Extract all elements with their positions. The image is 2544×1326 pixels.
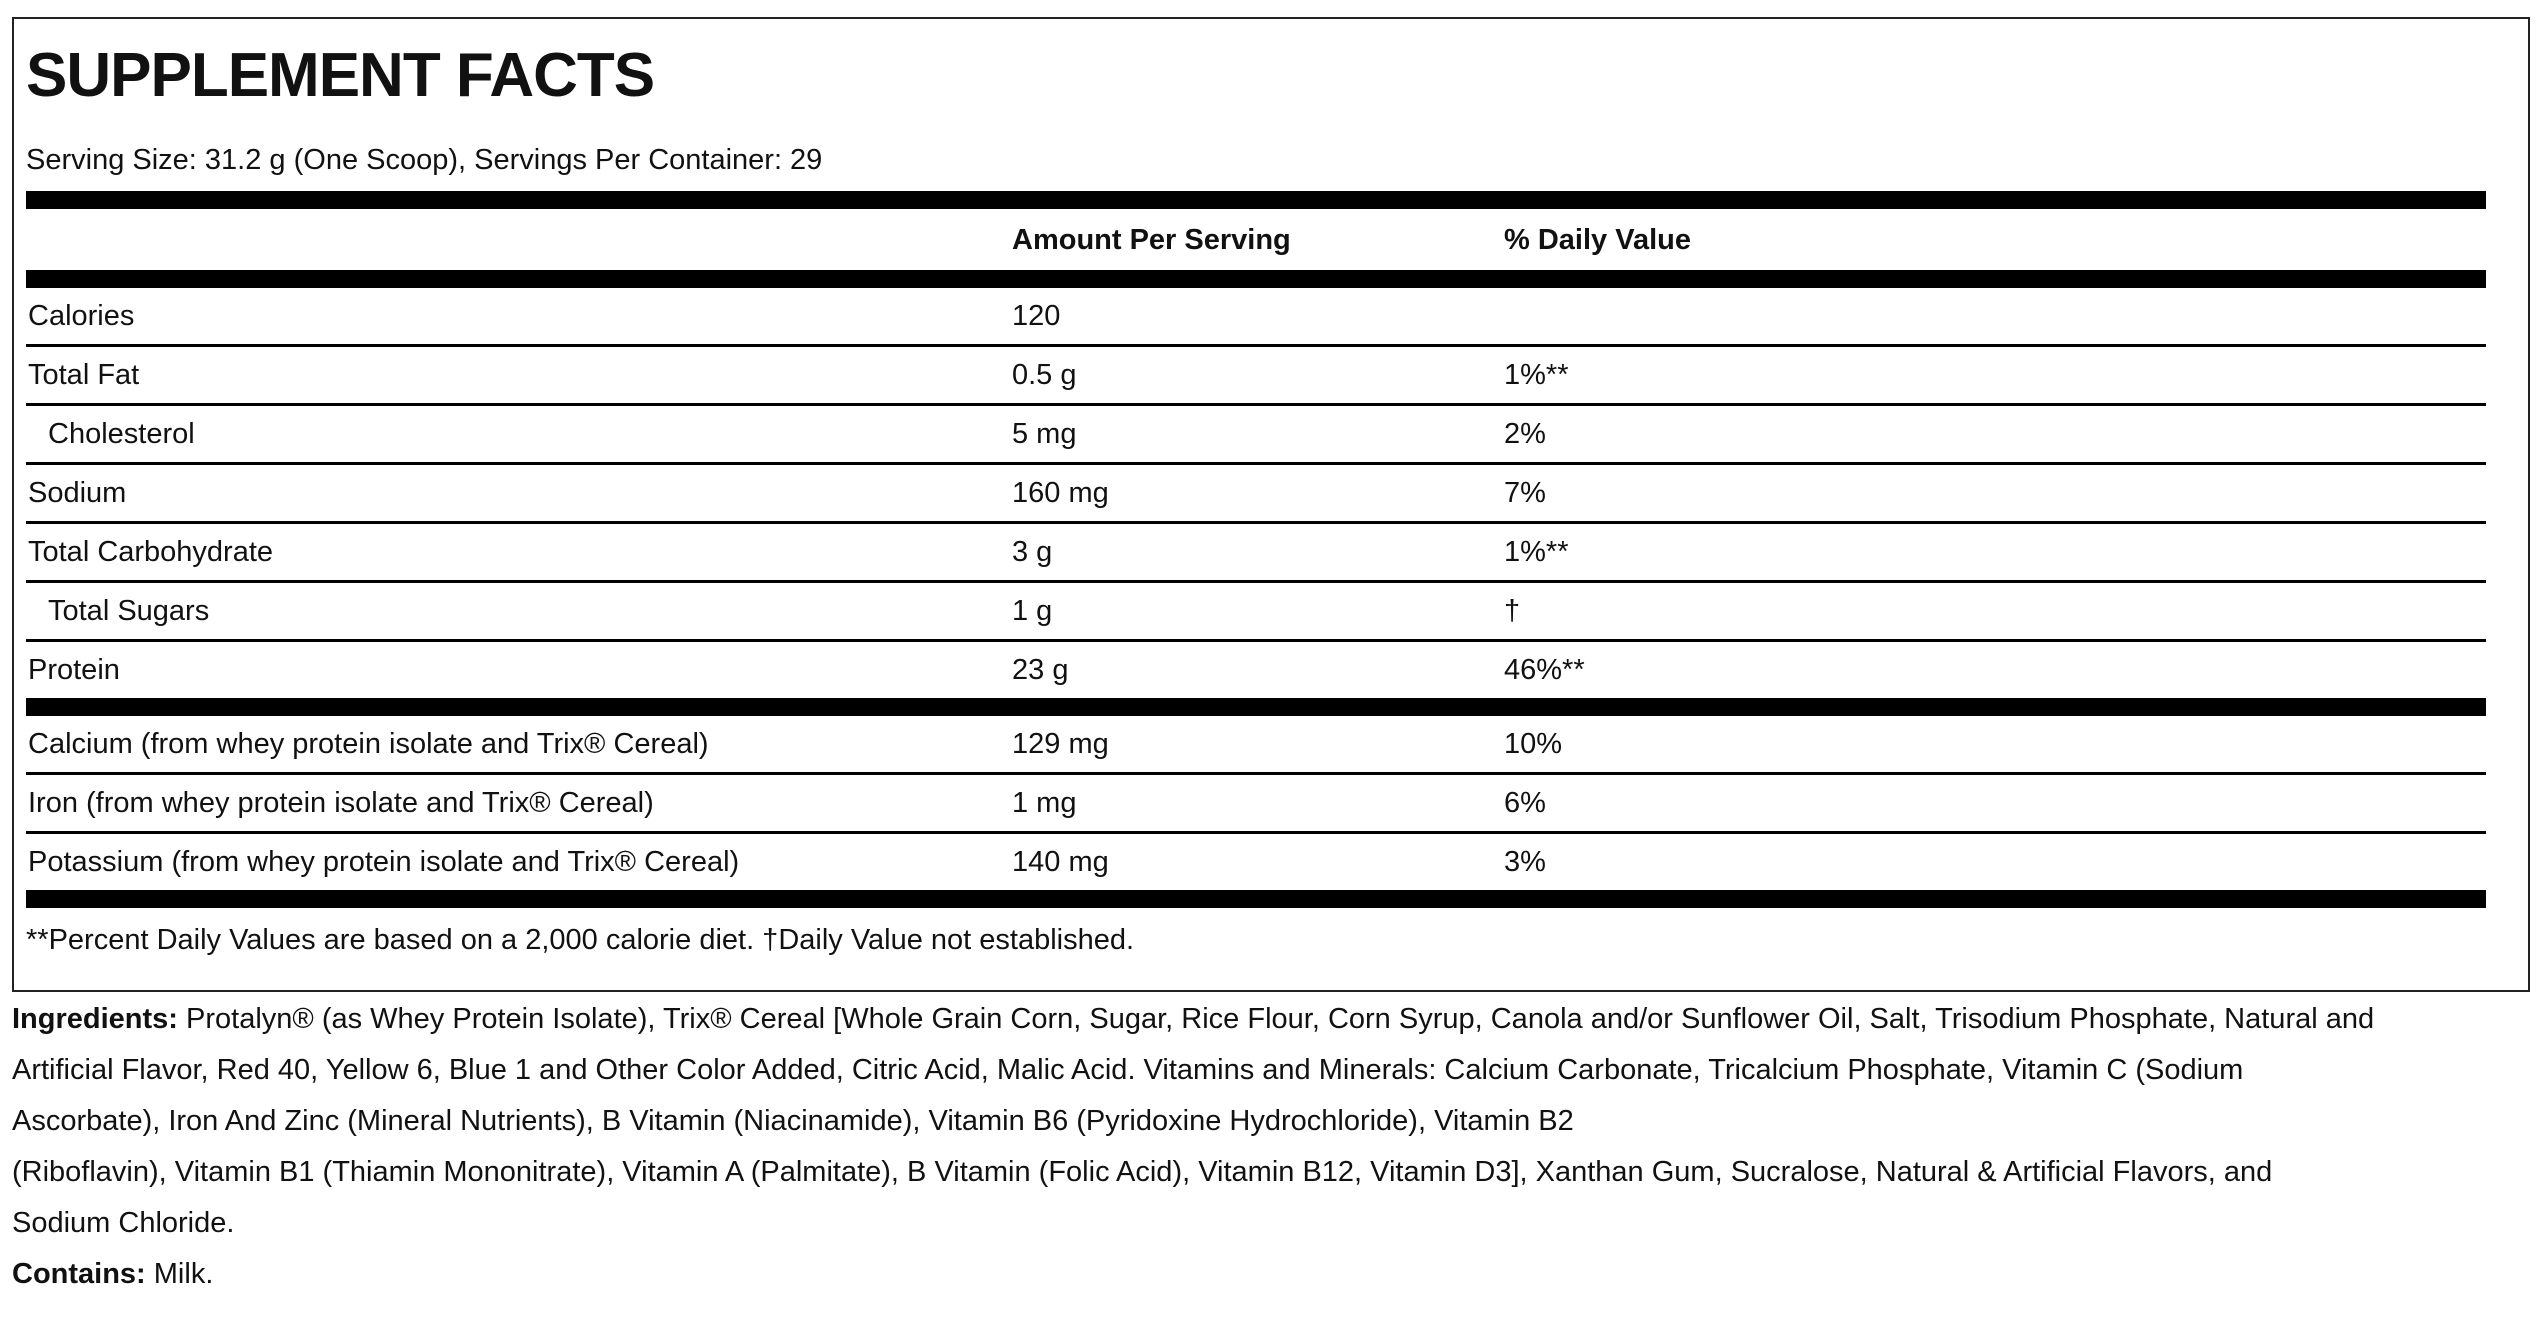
nutrient-daily-value: 6% (1504, 787, 1546, 819)
nutrient-name: Total Fat (28, 359, 140, 391)
contains-line (12, 1249, 2532, 1300)
nutrient-amount: 0.5 g (1012, 359, 1077, 391)
nutrient-daily-value: 1%** (1504, 359, 1569, 391)
table-row (26, 288, 2486, 344)
facts-title: SUPPLEMENT FACTS (26, 41, 655, 110)
contains-text: Milk. (145, 1258, 214, 1290)
table-row (26, 716, 2486, 772)
ingredients-text: Protalyn® (as Whey Protein Isolate), Trix® Cereal [Whole Grain Corn, Sugar, Rice Flour, Corn Syrup, Canola and/or Sunflower Oil, Salt, Trisodium Phosphate, Natural and (177, 1003, 2375, 1035)
nutrient-name: Calories (28, 300, 135, 332)
table-header-row (26, 212, 2486, 268)
nutrient-daily-value: 7% (1504, 477, 1546, 509)
serving-size-line: Serving Size: 31.2 g (One Scoop), Servings Per Container: 29 (26, 144, 823, 176)
thick-divider (26, 890, 2486, 908)
nutrient-name: Total Carbohydrate (28, 536, 274, 568)
table-row (26, 347, 2486, 403)
thick-divider (26, 698, 2486, 716)
nutrient-daily-value: 3% (1504, 846, 1546, 878)
nutrient-amount: 140 mg (1012, 846, 1109, 878)
ingredients-section (12, 994, 2532, 1300)
table-row (26, 642, 2486, 698)
nutrient-daily-value: 10% (1504, 728, 1563, 760)
nutrient-amount: 3 g (1012, 536, 1053, 568)
ingredients-line: Artificial Flavor, Red 40, Yellow 6, Blue 1 and Other Color Added, Citric Acid, Malic Acid. Vitamins and Minerals: Calcium Carbonate, Tricalcium Phosphate, Vitamin C (Sodium (12, 1054, 2244, 1086)
table-row (26, 583, 2486, 639)
nutrient-amount: 160 mg (1012, 477, 1109, 509)
nutrient-daily-value: † (1504, 595, 1521, 627)
nutrient-amount: 1 g (1012, 595, 1053, 627)
daily-value-header: % Daily Value (1504, 224, 1691, 256)
contains-label: Contains: (12, 1258, 146, 1290)
nutrient-name: Protein (28, 654, 120, 686)
daily-value-footnote: **Percent Daily Values are based on a 2,000 calorie diet. †Daily Value not established. (26, 924, 1135, 956)
nutrient-amount: 129 mg (1012, 728, 1109, 760)
ingredients-line: Ascorbate), Iron And Zinc (Mineral Nutrients), B Vitamin (Niacinamide), Vitamin B6 (Pyridoxine Hydrochloride), Vitamin B2 (12, 1105, 1574, 1137)
nutrient-daily-value: 1%** (1504, 536, 1569, 568)
ingredients-line: (Riboflavin), Vitamin B1 (Thiamin Mononitrate), Vitamin A (Palmitate), B Vitamin (Folic Acid), Vitamin B12, Vitamin D3], Xanthan Gum, Sucralose, Natural & Artificial Flavors, and (12, 1156, 2273, 1188)
amount-per-serving-header: Amount Per Serving (1012, 224, 1291, 256)
nutrient-daily-value: 46%** (1504, 654, 1585, 686)
nutrient-amount: 23 g (1012, 654, 1069, 686)
nutrient-name: Sodium (28, 477, 127, 509)
thick-divider (26, 191, 2486, 209)
ingredients-line: Sodium Chloride. (12, 1207, 235, 1239)
nutrient-name: Cholesterol (48, 418, 195, 450)
thick-divider (26, 270, 2486, 288)
ingredients-line (12, 994, 2532, 1045)
table-row (26, 465, 2486, 521)
table-row (26, 524, 2486, 580)
nutrient-name: Total Sugars (48, 595, 210, 627)
nutrient-amount: 5 mg (1012, 418, 1077, 450)
ingredients-label: Ingredients: (12, 1003, 178, 1035)
nutrient-amount: 120 (1012, 300, 1061, 332)
table-row (26, 406, 2486, 462)
table-row (26, 834, 2486, 890)
nutrient-name: Iron (from whey protein isolate and Trix® Cereal) (28, 787, 654, 819)
nutrient-amount: 1 mg (1012, 787, 1077, 819)
nutrient-name: Potassium (from whey protein isolate and Trix® Cereal) (28, 846, 740, 878)
table-row (26, 775, 2486, 831)
nutrient-daily-value: 2% (1504, 418, 1546, 450)
nutrient-name: Calcium (from whey protein isolate and Trix® Cereal) (28, 728, 709, 760)
